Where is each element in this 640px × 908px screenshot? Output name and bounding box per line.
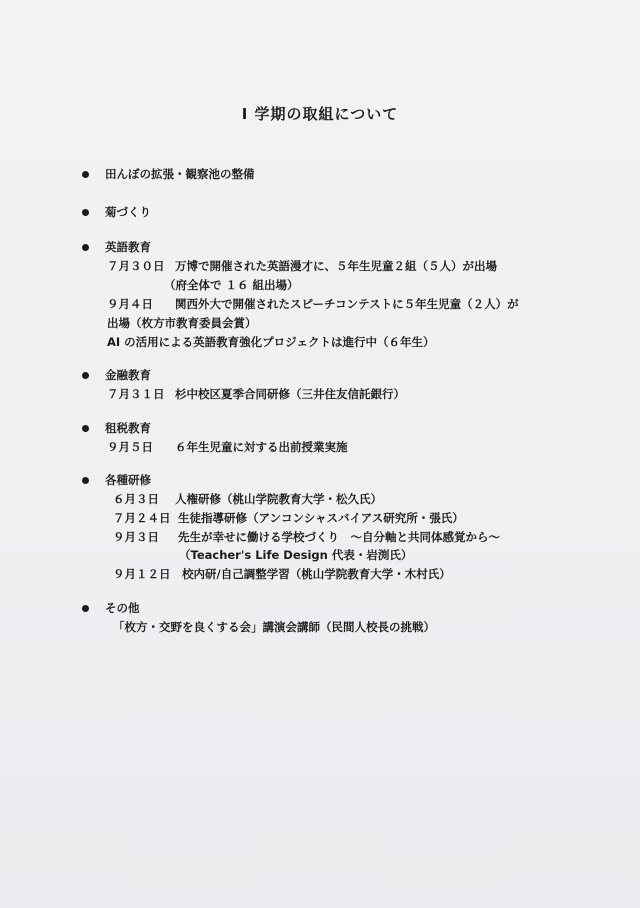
- bullet-icon: [82, 425, 89, 432]
- bullet-icon: [82, 477, 89, 484]
- entry-date: ７月３１日: [107, 387, 165, 401]
- section-heading: 英語教育: [105, 240, 151, 254]
- page-title: Ⅰ 学期の取組について: [241, 105, 399, 123]
- entry-text: 万博で開催された英語漫才に、５年生児童２組（５人）が出場: [175, 259, 497, 273]
- entry-date: ７月２４日: [113, 511, 171, 525]
- entry-date: ９月５日: [107, 440, 153, 454]
- entry-date: ９月４日: [107, 297, 153, 311]
- entry-date: ９月３日: [113, 530, 159, 544]
- section-heading: 租税教育: [105, 421, 151, 435]
- bullet-icon: [82, 171, 89, 178]
- entry-text: 「枚方・交野を良くする会」講演会講師（民間人校長の挑戦）: [113, 620, 435, 634]
- entry-date: ７月３０日: [107, 259, 165, 273]
- entry-text: 人権研修（桃山学院教育大学・松久氏）: [175, 492, 382, 506]
- section-heading: その他: [105, 601, 140, 615]
- section-heading: 菊づくり: [105, 205, 151, 219]
- entry-text: AI の活用による英語教育強化プロジェクトは進行中（６年生）: [107, 335, 435, 349]
- bullet-icon: [82, 209, 89, 216]
- entry-date: ９月１２日: [113, 567, 171, 581]
- entry-text: 生徒指導研修（アンコンシャスバイアス研究所・張氏）: [178, 511, 464, 525]
- entry-text: 杉中校区夏季合同研修（三井住友信託銀行）: [175, 387, 405, 401]
- bullet-icon: [82, 372, 89, 379]
- entry-text: ６年生児童に対する出前授業実施: [175, 440, 348, 454]
- entry-text: 先生が幸せに働ける学校づくり ～自分軸と共同体感覚から～: [178, 530, 500, 544]
- section-heading: 金融教育: [105, 368, 151, 382]
- entry-text: （Teacher's Life Design 代表・岩渕氏）: [179, 548, 413, 562]
- section-heading: 田んぼの拡張・観察池の整備: [105, 167, 255, 181]
- section-heading: 各種研修: [105, 473, 151, 487]
- entry-text: 関西外大で開催されたスピーチコンテストに５年生児童（２人）が: [175, 297, 519, 311]
- entry-text: 校内研/自己調整学習（桃山学院教育大学・木村氏）: [182, 567, 451, 581]
- entry-text: （府全体で １６ 組出場）: [164, 278, 299, 292]
- bullet-icon: [82, 605, 89, 612]
- bullet-icon: [82, 244, 89, 251]
- entry-date: ６月３日: [113, 492, 159, 506]
- entry-text: 出場（枚方市教育委員会賞）: [107, 316, 257, 330]
